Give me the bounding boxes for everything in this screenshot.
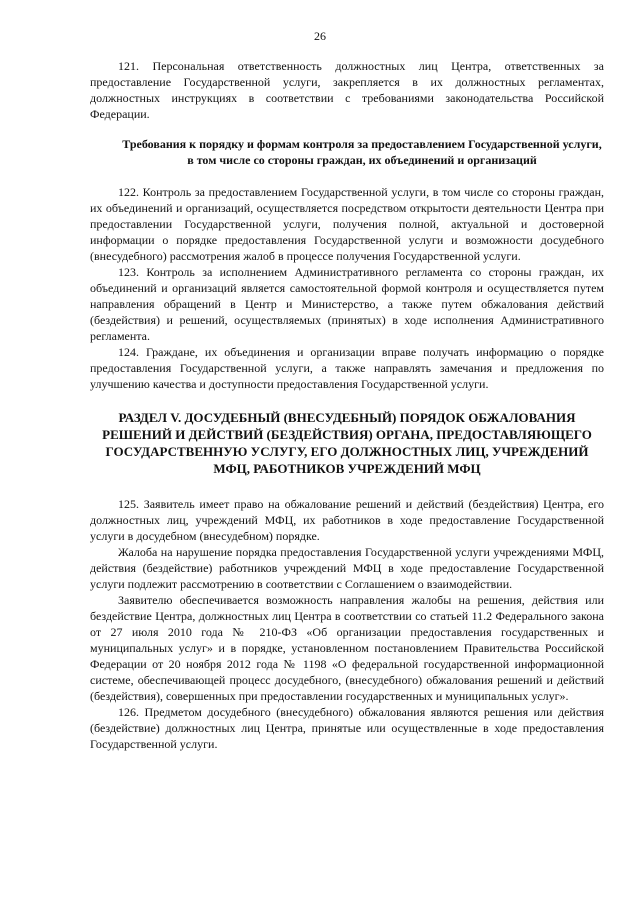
paragraph-complaint-right: Заявителю обеспечивается возможность направления жалобы на решения, действия или бездействие Центра, должностных лиц Центра в соответствии со статьей 11.2 Федерального закона от 27 июля 2010 года № 210-ФЗ «Об организации предоставления государственных и муниципальных услуг» и в порядке, установленном постановлением Правительства Российской Федерации от 20 ноября 2012 года № 1198 «О федеральной государственной информационной системе, обеспечивающей процесс досудебного, (внесудебного) обжалования решений и действий (бездействия), совершенных при предоставлении государственных и муниципальных услуг». [90, 593, 604, 703]
section-title-line: РАЗДЕЛ V. ДОСУДЕБНЫЙ (ВНЕСУДЕБНЫЙ) ПОРЯДОК ОБЖАЛОВАНИЯ [118, 410, 576, 425]
paragraph-121: 121. Персональная ответственность должностных лиц Центра, ответственных за предоставление Государственной услуги, закрепляется в их должностных регламентах, должностных инструкциях в соответствии с требованиями законодательства Российской Федерации. [90, 59, 604, 121]
paragraph-126: 126. Предметом досудебного (внесудебного) обжалования являются решения или действия (бездействие) должностных лиц Центра, принятые или осуществленные в ходе предоставления Государственной услуги. [90, 705, 604, 751]
paragraph-complaint-mfc: Жалоба на нарушение порядка предоставления Государственной услуги учреждениями МФЦ, действия (бездействие) работников учреждений МФЦ в ходе предоставление Государственной услуги подлежит рассмотрению в соответствии с Соглашением о взаимодействии. [90, 545, 604, 591]
section-v-title [90, 409, 604, 477]
paragraph-123: 123. Контроль за исполнением Административного регламента со стороны граждан, их объединений и организаций является самостоятельной формой контроля и осуществляется путем направления обращений в Центр и Министерство, а также путем обжалования действий (бездействия) и решений, осуществляемых (принятых) в ходе исполнения Административного регламента. [90, 265, 604, 343]
section-title-line: ГОСУДАРСТВЕННУЮ УСЛУГУ, ЕГО ДОЛЖНОСТНЫХ ЛИЦ, УЧРЕЖДЕНИЙ [105, 444, 589, 459]
paragraph-125: 125. Заявитель имеет право на обжалование решений и действий (бездействия) Центра, его должностных лиц, учреждений МФЦ, их работников в ходе предоставление Государственной услуги в досудебном (внесудебном) порядке. [90, 497, 604, 543]
page-number: 26 [314, 29, 326, 43]
document-body [90, 58, 604, 752]
section-title-line: РЕШЕНИЙ И ДЕЙСТВИЙ (БЕЗДЕЙСТВИЯ) ОРГАНА, ПРЕДОСТАВЛЯЮЩЕГО [102, 427, 592, 442]
section-title-line: МФЦ, РАБОТНИКОВ УЧРЕЖДЕНИЙ МФЦ [213, 461, 481, 476]
paragraph-124: 124. Граждане, их объединения и организации вправе получать информацию о порядке предоставления Государственной услуги, а также направлять замечания и предложения по улучшению качества и доступности предоставления Государственной услуги. [90, 345, 604, 391]
paragraph-122: 122. Контроль за предоставлением Государственной услуги, в том числе со стороны граждан, их объединений и организаций, осуществляется посредством открытости деятельности Центра при предоставлении Государственной услуги, получения полной, актуальной и достоверной информации о порядке предоставления Государственной услуги и возможности досудебного (внесудебного) рассмотрения жалоб в процессе получения Государственной услуги. [90, 185, 604, 263]
section-subheading: Требования к порядку и формам контроля за предоставлением Государственной услуги, в том числе со стороны граждан, их объединений и организаций [122, 137, 602, 167]
